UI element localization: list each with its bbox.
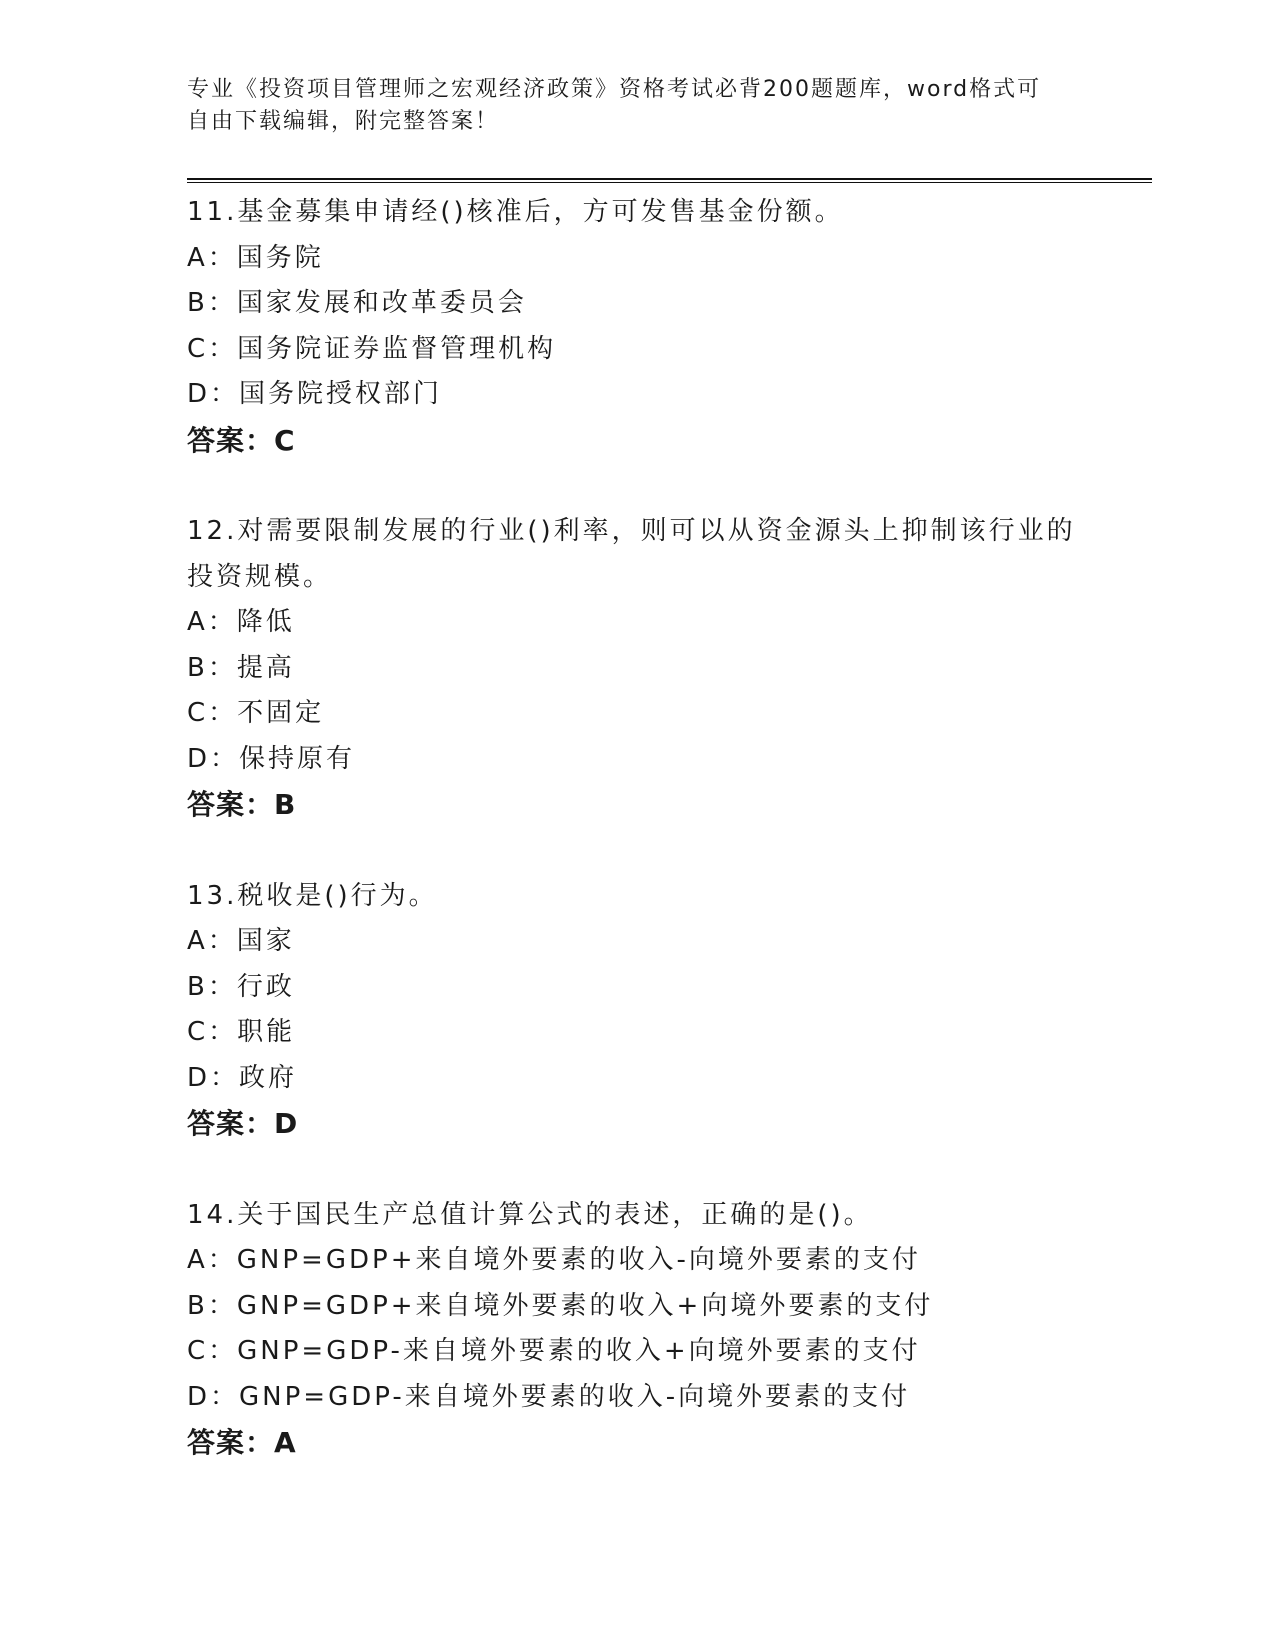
option-c: C：GNP=GDP-来自境外要素的收入+向境外要素的支付 — [187, 1336, 921, 1366]
answer-line: 答案：B — [187, 788, 297, 821]
option-b: B：GNP=GDP+来自境外要素的收入+向境外要素的支付 — [187, 1290, 934, 1321]
option-d: D：GNP=GDP-来自境外要素的收入-向境外要素的支付 — [187, 1381, 911, 1412]
option-c: C：不固定 — [187, 698, 325, 728]
option-d: D：政府 — [187, 1062, 298, 1093]
answer-line: 答案：A — [187, 1426, 297, 1459]
option-d: D：保持原有 — [187, 743, 356, 774]
header-line-1: 专业《投资项目管理师之宏观经济政策》资格考试必背200题题库，word格式可 — [187, 77, 1042, 102]
document-header — [187, 74, 1087, 138]
question-12 — [187, 509, 1087, 828]
question-stem: 12.对需要限制发展的行业()利率，则可以从资金源头上抑制该行业的 — [187, 516, 1076, 546]
question-stem: 14.关于国民生产总值计算公式的表述，正确的是()。 — [187, 1199, 873, 1230]
header-line-2: 自由下载编辑，附完整答案！ — [187, 109, 500, 134]
option-a: A：国家 — [187, 926, 295, 956]
question-14 — [187, 1193, 1087, 1466]
option-a: A：GNP=GDP+来自境外要素的收入-向境外要素的支付 — [187, 1245, 921, 1275]
option-a: A：国务院 — [187, 242, 324, 273]
option-c: C：国务院证券监督管理机构 — [187, 333, 557, 364]
question-11 — [187, 190, 1087, 463]
option-b: B：行政 — [187, 971, 295, 1002]
question-stem: 11.基金募集申请经()核准后，方可发售基金份额。 — [187, 197, 844, 227]
option-a: A：降低 — [187, 607, 295, 637]
header-divider — [187, 178, 1152, 183]
question-13 — [187, 874, 1087, 1147]
option-d: D：国务院授权部门 — [187, 379, 443, 409]
question-stem-continued: 投资规模。 — [187, 561, 333, 592]
question-list — [187, 190, 1087, 1512]
option-b: B：国家发展和改革委员会 — [187, 288, 527, 318]
option-c: C：职能 — [187, 1017, 296, 1047]
question-stem: 13.税收是()行为。 — [187, 880, 438, 911]
answer-line: 答案：D — [187, 1107, 299, 1140]
option-b: B：提高 — [187, 652, 295, 683]
answer-line: 答案：C — [187, 423, 296, 457]
